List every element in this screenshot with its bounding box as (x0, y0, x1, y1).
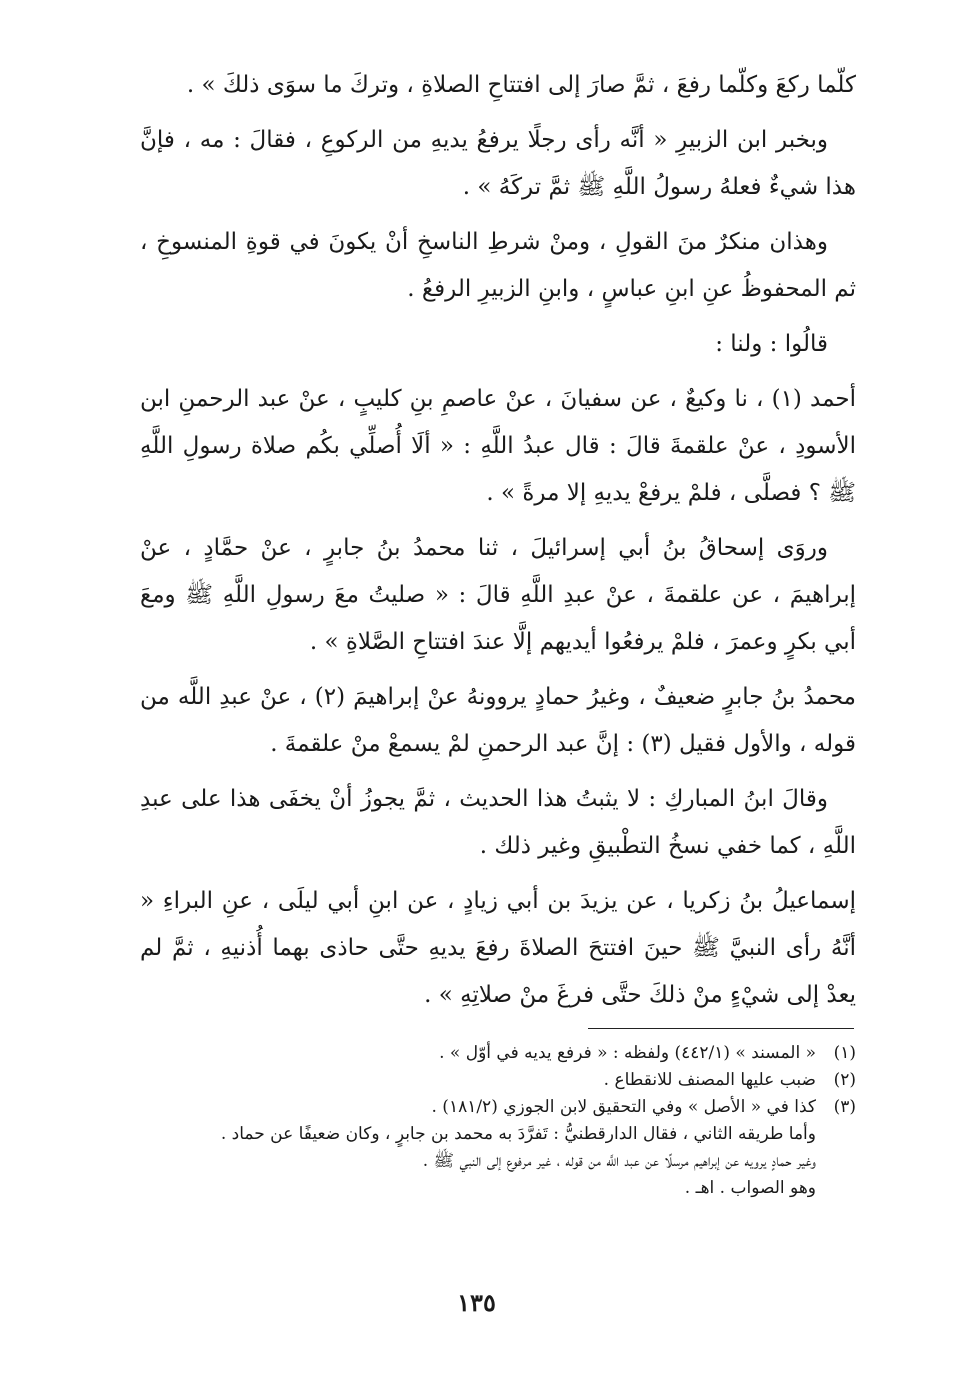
footnote-1 (140, 1040, 856, 1067)
paragraph-8: وقالَ ابنُ المباركِ : لا يثبتُ هذا الحديث ، ثمَّ يجوزُ أنْ يخفَى هذا على عبدِ اللَّهِ ، كما خفي نسخُ التطْبيقِ وغير ذلك . (140, 786, 856, 859)
paragraph-4: قالُوا : ولنا : (715, 331, 828, 357)
paragraph-3: وهذان منكرٌ منَ القولِ ، ومنْ شرطِ الناسخِ أنْ يكونَ في قوةِ المنسوخِ ، ثم المحفوظُ عنِ ابنِ عباسٍ ، وابنِ الزبيرِ الرفعُ . (140, 229, 856, 302)
paragraph-5: أحمد (١) ، نا وكيعٌ ، عن سفيانَ ، عنْ عاصمِ بنِ كليبٍ ، عنْ عبد الرحمنِ ابن الأسودِ ، عنْ علقمةَ قالَ : قال عبدُ اللَّهِ : « ألَا أُصلِّي بكُم صلاة رسولِ اللَّهِ ﷺ ؟ فصلَّى ، فلمْ يرفعْ يديهِ إلا مرةً » . (140, 386, 857, 506)
paragraph-9: إسماعيلُ بنُ زكريا ، عن يزيدَ بن أبي زيادٍ ، عن ابنِ أبي ليلَى ، عنِ البراءِ « أنَّهُ رأى النبيَّ ﷺ حينَ افتتحَ الصلاةَ رفعَ يديهِ حتَّى حاذى بهما أُذنيهِ ، ثمَّ لم يعدْ إلى شيْءٍ منْ ذلكَ حتَّى فرغَ منْ صلاتِهِ » . (140, 888, 856, 1008)
footnote-separator (588, 1028, 854, 1029)
footnotes (140, 1040, 856, 1202)
paragraph-7: محمدُ بنُ جابرٍ ضعيفٌ ، وغيرُ حمادٍ يروونهُ عنْ إبراهيمَ (٢) ، عنْ عبدِ اللَّه من قوله ، والأول فقيل (٣) : إنَّ عبد الرحمنِ لمْ يسمعْ منْ علقمةَ . (140, 684, 857, 757)
footnote-2 (140, 1067, 856, 1094)
footnote-text: كذا في « الأصل » وفي التحقيق لابن الجوزي (١٨١/٢) . (431, 1097, 816, 1117)
footnote-number: (٢) (833, 1070, 856, 1090)
footnote-3 (140, 1094, 856, 1121)
footnote-number: (١) (833, 1043, 856, 1063)
paragraph-1: كلّما ركعَ وكلّما رفعَ ، ثمَّ صارَ إلى افتتاحِ الصلاةِ ، وتركَ ما سوَى ذلكَ » . (186, 72, 856, 98)
footnote-continuation-line: وغير حمادٍ يرويه عن إبراهيم مرسلًا عن عبد اللَّه من قوله ، غير مرفوع إلى النبي ﷺ . (422, 1151, 816, 1171)
main-text (140, 62, 856, 1027)
paragraph-6: وروَى إسحاقُ بنُ أبي إسرائيلَ ، ثنا محمدُ بنُ جابرٍ ، عنْ حمَّادٍ ، عنْ إبراهيمَ ، عن علقمةَ ، عنْ عبدِ اللَّهِ قالَ : « صليتُ معَ رسولِ اللَّهِ ﷺ ومعَ أبي بكرٍ وعمرَ ، فلمْ يرفعُوا أيديهم إلَّا عندَ افتتاحِ الصَّلاةِ » . (140, 535, 856, 655)
footnote-text: « المسند » (٤٤٢/١) ولفظه : « فرفع يديه في أوّل » . (439, 1043, 816, 1063)
footnote-continuation-line: وأما طريقه الثاني ، فقال الدارقطنيُّ : تَفرَّدَ به محمد بن جابرٍ ، وكان ضعيفًا عن حماد . (220, 1124, 816, 1144)
footnote-continuation-line: وهو الصواب . اهـ . (684, 1178, 816, 1198)
page-number: ١٣٥ (457, 1288, 496, 1317)
footnote-text: ضبب عليها المصنف للانقطاع . (603, 1070, 816, 1090)
footnote-number: (٣) (833, 1097, 856, 1117)
paragraph-2: وبخبر ابن الزبيرِ « أنَّه رأى رجلًا يرفعُ يديهِ من الركوعِ ، فقالَ : مه ، فإنَّ هذا شيءٌ فعلهُ رسولُ اللَّهِ ﷺ ثمَّ تركَهُ » . (140, 127, 856, 200)
